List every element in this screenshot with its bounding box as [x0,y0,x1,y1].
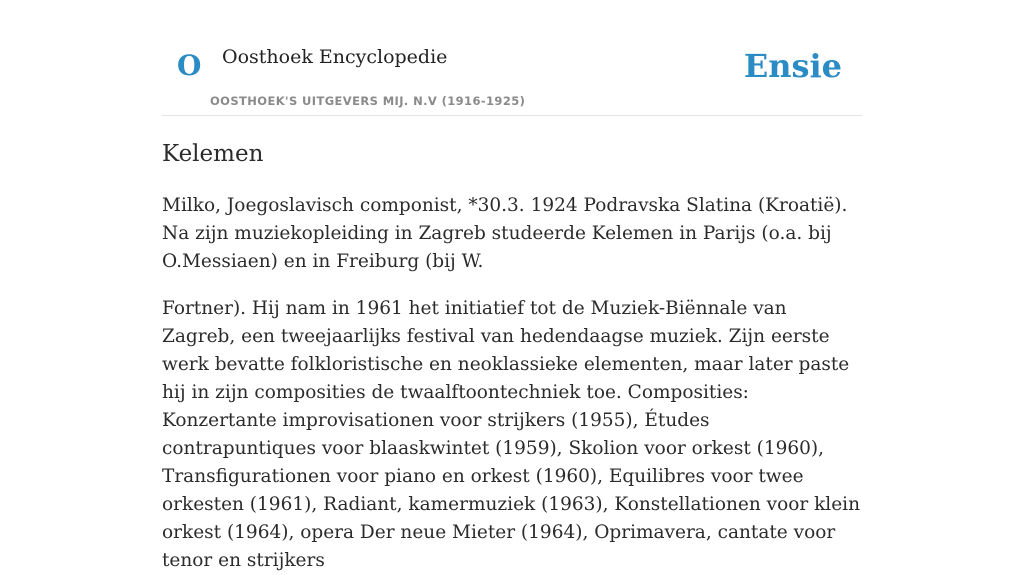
site-logo[interactable]: O [177,49,202,82]
article-paragraph: Fortner). Hij nam in 1961 het initiatief tot de Muziek-Biënnale van Zagreb, een tweejaarlijks festival van hedendaagse muziek. Zijn eerste werk bevatte folkloristische en neoklassieke elementen, maar later paste hij in zijn composities de twaalftoontechniek toe. Composities: Konzertante improvisationen voor strijkers (1955), Études contrapuntiques voor blaaskwintet (1959), Skolion voor orkest (1960), Transfigurationen voor piano en orkest (1960), Equilibres voor twee orkesten (1961), Radiant, kamermuziek (1963), Konstellationen voor klein orkest (1964), opera Der neue Mieter (1964), Oprimavera, cantate voor tenor en strijkers [162,297,861,571]
article [162,140,862,575]
site-header [162,0,862,116]
site-title[interactable]: Oosthoek Encyclopedie [222,46,448,68]
article-paragraph: Milko, Joegoslavisch componist, *30.3. 1924 Podravska Slatina (Kroatië). Na zijn muziekopleiding in Zagreb studeerde Kelemen in Parijs (o.a. bij O.Messiaen) en in Freiburg (bij W. [162,194,848,272]
publisher-subtitle: OOSTHOEK'S UITGEVERS MIJ. N.V (1916-1925) [210,94,526,108]
page [162,0,862,575]
ensie-brand-link[interactable]: Ensie [743,47,842,85]
article-title: Kelemen [162,141,264,167]
